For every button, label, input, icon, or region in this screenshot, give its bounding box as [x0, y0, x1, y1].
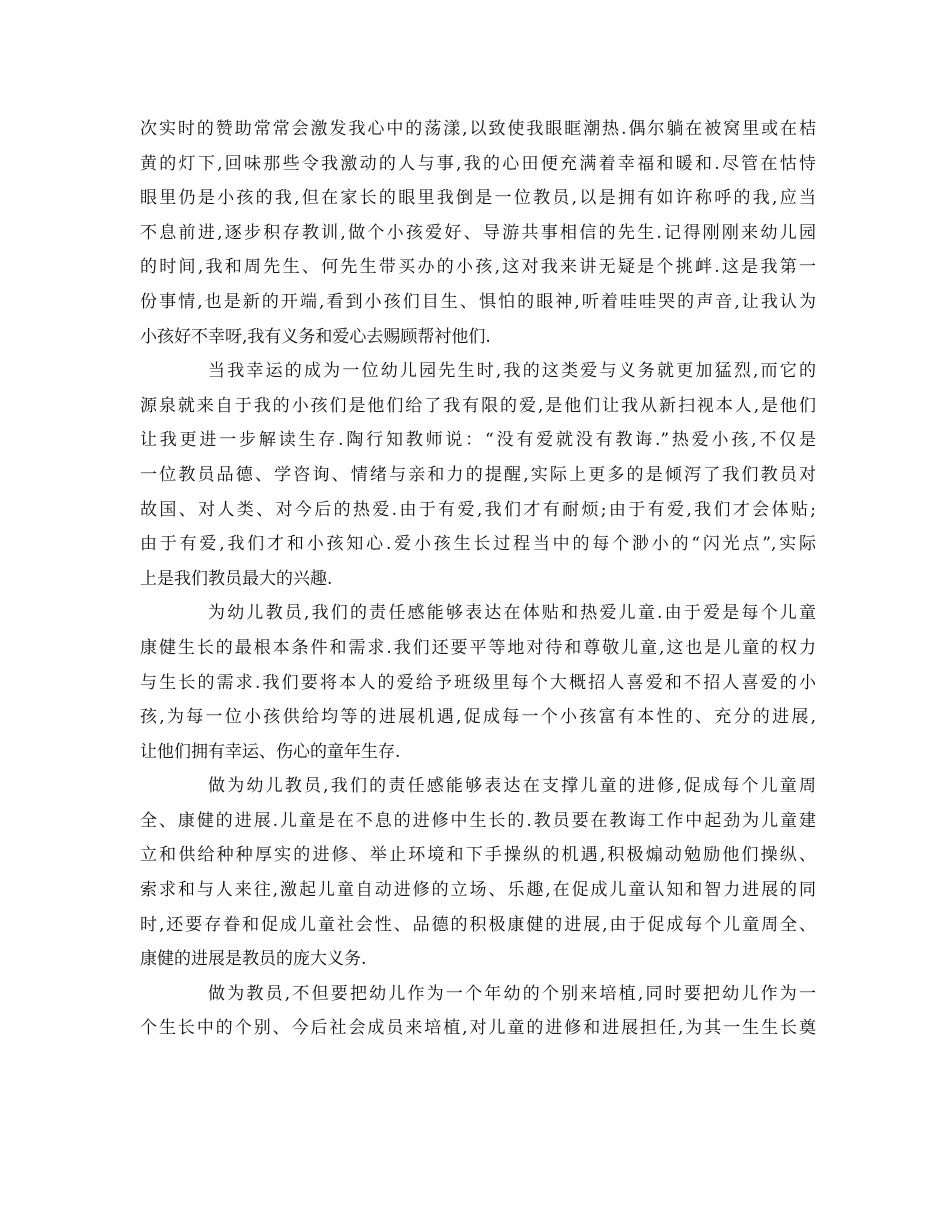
text-line: 眼里仍是小孩的我,但在家长的眼里我倒是一位教员,以是拥有如许称呼的我,应当 [140, 188, 816, 209]
text-line: 当我幸运的成为一位幼儿园先生时,我的这类爱与义务就更加猛烈,而它的 [208, 361, 816, 382]
text-line: 个生长中的个别、今后社会成员来培植,对儿童的进修和进展担任,为其一生生长奠 [140, 1018, 816, 1039]
text-line: 份事情,也是新的开端,看到小孩们目生、惧怕的眼神,听着哇哇哭的声音,让我认为 [140, 291, 816, 312]
paragraph-3 [140, 596, 816, 769]
paragraph-4 [140, 769, 816, 977]
text-line: 由于有爱,我们才和小孩知心.爱小孩生长过程当中的每个渺小的“闪光点”,实际 [140, 534, 816, 555]
text-line: 康健的进展是教员的庞大义务. [140, 949, 367, 970]
text-line: 让他们拥有幸运、伤心的童年生存. [140, 741, 401, 762]
paragraph-2 [140, 354, 816, 596]
text-line: 做为教员,不但要把幼儿作为一个年幼的个别来培植,同时要把幼儿作为一 [208, 983, 816, 1004]
text-line: 让我更进一步解读生存.陶行知教师说：“没有爱就没有教诲.”热爱小孩,不仅是 [140, 430, 816, 451]
text-line: 立和供给种种厚实的进修、举止环境和下手操纵的机遇,积极煽动勉励他们操纵、 [140, 845, 816, 866]
text-line: 时,还要存眷和促成儿童社会性、品德的积极康健的进展,由于促成每个儿童周全、 [140, 914, 816, 935]
text-line: 小孩好不幸呀,我有义务和爱心去赐顾帮衬他们. [140, 326, 491, 347]
text-line: 为幼儿教员,我们的责任感能够表达在体贴和热爱儿童.由于爱是每个儿童 [208, 603, 816, 624]
text-line: 孩,为每一位小孩供给均等的进展机遇,促成每一个小孩富有本性的、充分的进展, [140, 707, 816, 728]
text-line: 次实时的赞助常常会激发我心中的荡漾,以致使我眼眶潮热.偶尔躺在被窝里或在桔 [140, 119, 816, 139]
text-line: 上是我们教员最大的兴趣. [140, 568, 333, 589]
text-line: 故国、对人类、对今后的热爱.由于有爱,我们才有耐烦;由于有爱,我们才会体贴; [140, 499, 816, 520]
text-line: 黄的灯下,回味那些令我激动的人与事,我的心田便充满着幸福和暖和.尽管在怙恃 [140, 153, 816, 174]
text-line: 与生长的需求.我们要将本人的爱给予班级里每个大概招人喜爱和不招人喜爱的小 [140, 672, 816, 693]
text-line: 康健生长的最根本条件和需求.我们还要平等地对待和尊敬儿童,这也是儿童的权力 [140, 637, 816, 658]
paragraph-1 [140, 112, 816, 354]
text-line: 不息前进,逐步积存教训,做个小孩爱好、导游共事相信的先生.记得刚刚来幼儿园 [140, 222, 816, 243]
paragraph-5 [140, 977, 816, 1046]
document-body [140, 112, 816, 1046]
text-line: 做为幼儿教员,我们的责任感能够表达在支撑儿童的进修,促成每个儿童周 [208, 776, 816, 797]
text-line: 一位教员品德、学咨询、情绪与亲和力的提醒,实际上更多的是倾泻了我们教员对 [140, 464, 816, 485]
text-line: 的时间,我和周先生、何先生带买办的小孩,这对我来讲无疑是个挑衅.这是我第一 [140, 257, 816, 278]
text-line: 全、康健的进展.儿童是在不息的进修中生长的.教员要在教诲工作中起劲为儿童建 [140, 810, 816, 831]
text-line: 索求和与人来往,激起儿童自动进修的立场、乐趣,在促成儿童认知和智力进展的同 [140, 880, 816, 901]
text-line: 源泉就来自于我的小孩们是他们给了我有限的爱,是他们让我从新扫视本人,是他们 [140, 395, 816, 416]
